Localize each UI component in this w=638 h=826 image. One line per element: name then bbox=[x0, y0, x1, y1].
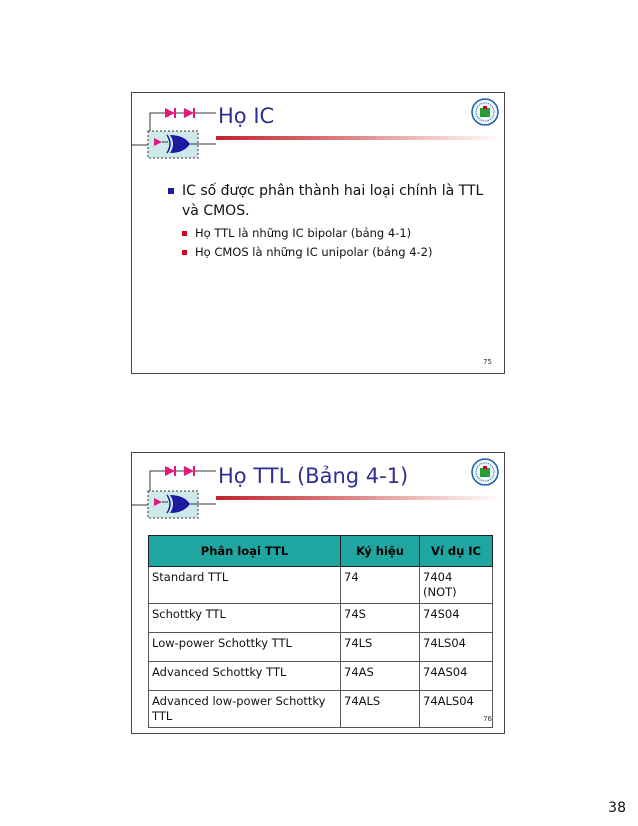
slide-title: Họ TTL (Bảng 4-1) bbox=[218, 464, 409, 488]
table-row bbox=[149, 691, 493, 728]
column-header: Ký hiệu bbox=[341, 536, 420, 567]
university-logo-icon bbox=[470, 97, 500, 127]
table-cell: 74ALS bbox=[341, 691, 420, 728]
table-header-row bbox=[149, 536, 493, 567]
bullet-list bbox=[168, 181, 488, 262]
table-row bbox=[149, 604, 493, 633]
table-cell: Low-power Schottky TTL bbox=[149, 633, 341, 662]
university-logo-icon bbox=[470, 457, 500, 487]
ttl-family-table bbox=[148, 535, 493, 728]
table-cell: 74ALS04 bbox=[420, 691, 493, 728]
table-cell: Schottky TTL bbox=[149, 604, 341, 633]
column-header: Ví dụ IC bbox=[420, 536, 493, 567]
slide-number: 76 bbox=[483, 715, 492, 723]
slide-title: Họ IC bbox=[218, 104, 275, 128]
table-row bbox=[149, 662, 493, 691]
table-cell: 74S04 bbox=[420, 604, 493, 633]
page-number: 38 bbox=[608, 800, 626, 816]
table-cell: 74LS bbox=[341, 633, 420, 662]
table-cell: Advanced Schottky TTL bbox=[149, 662, 341, 691]
table-cell: 74 bbox=[341, 567, 420, 604]
logic-gate-diagram-icon bbox=[132, 93, 506, 163]
table-cell: 74LS04 bbox=[420, 633, 493, 662]
slide-number: 75 bbox=[483, 358, 492, 366]
table-cell: Advanced low-power Schottky TTL bbox=[149, 691, 341, 728]
table-cell: 74S bbox=[341, 604, 420, 633]
sub-bullet-item: Họ TTL là những IC bipolar (bảng 4-1) bbox=[182, 224, 488, 243]
table-cell: 74AS bbox=[341, 662, 420, 691]
column-header: Phân loại TTL bbox=[149, 536, 341, 567]
slide-76 bbox=[131, 452, 505, 734]
slide-75 bbox=[131, 92, 505, 374]
table-row bbox=[149, 567, 493, 604]
table-cell: 74AS04 bbox=[420, 662, 493, 691]
table-cell: 7404 (NOT) bbox=[420, 567, 493, 604]
bullet-item: IC số được phân thành hai loại chính là TTL và CMOS. bbox=[168, 181, 488, 221]
table-row bbox=[149, 633, 493, 662]
sub-bullet-item: Họ CMOS là những IC unipolar (bảng 4-2) bbox=[182, 243, 488, 262]
table-cell: Standard TTL bbox=[149, 567, 341, 604]
